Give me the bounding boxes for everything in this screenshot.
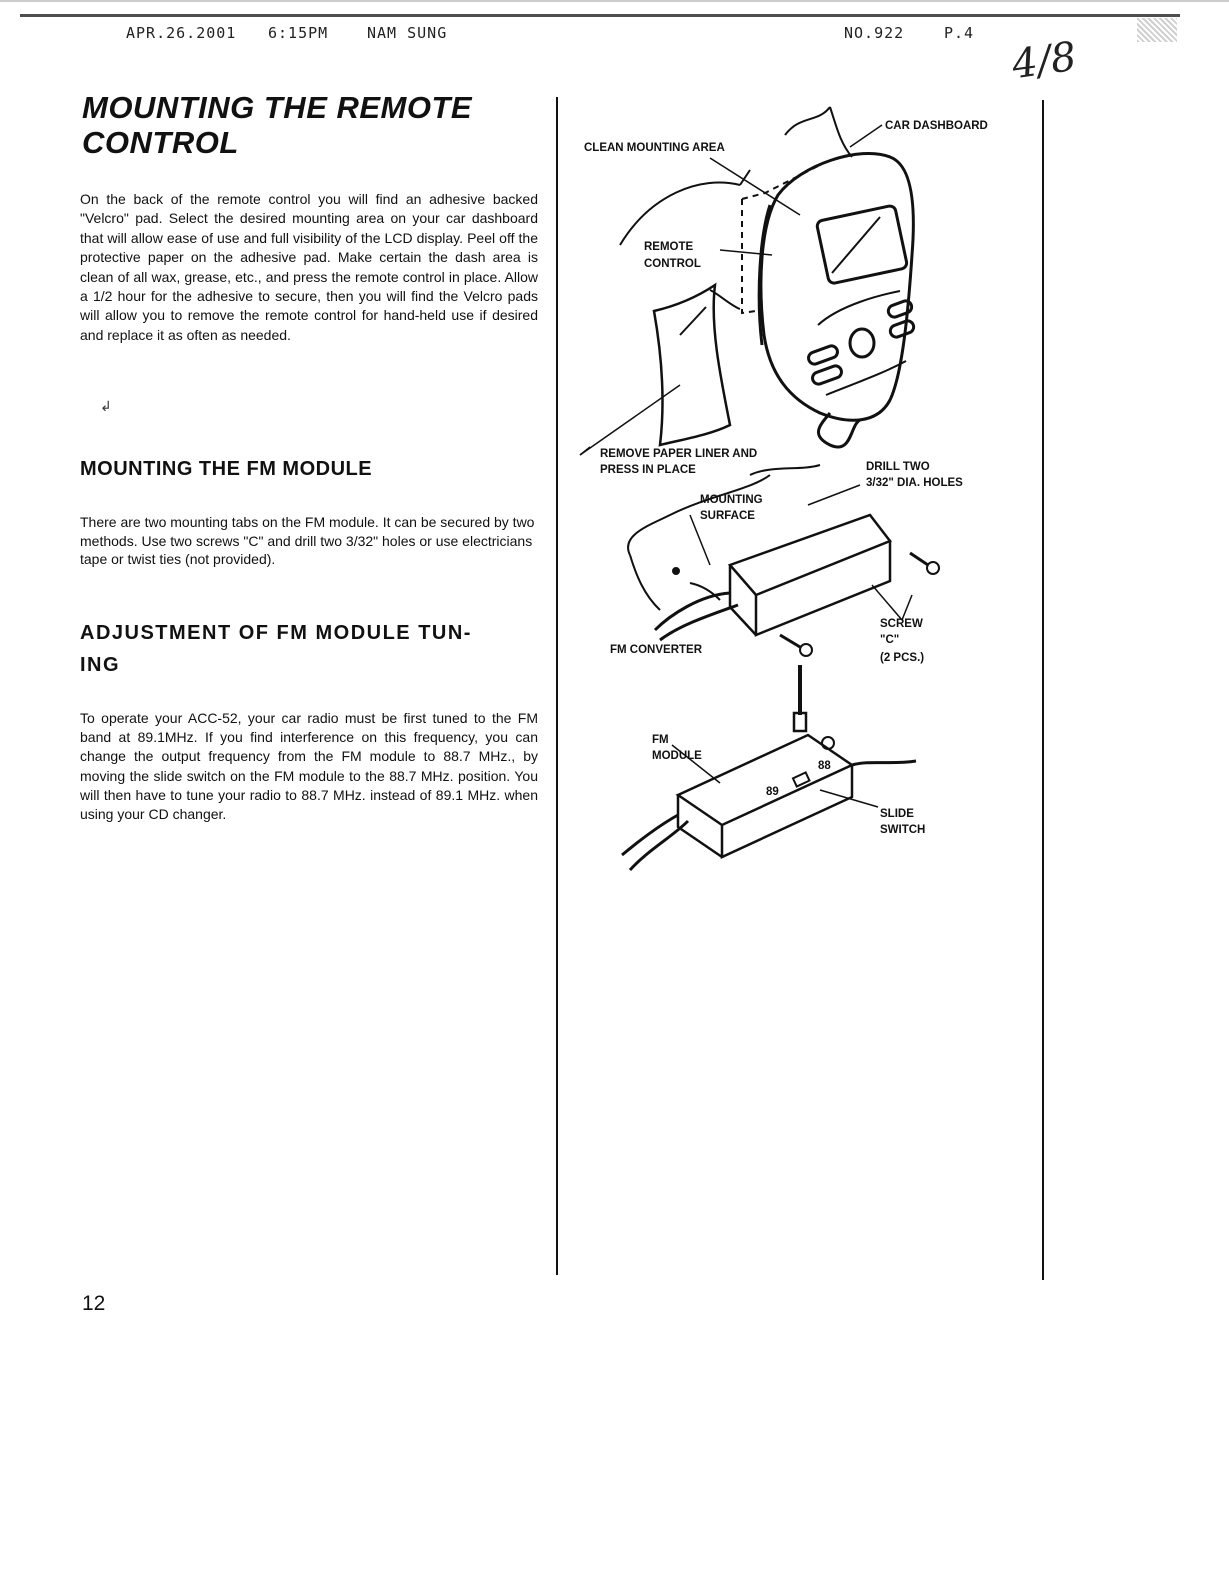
label-mounting: MOUNTING [700, 494, 763, 506]
remote-heading: MOUNTING THE REMOTE CONTROL [82, 90, 473, 160]
label-fm-converter: FM CONVERTER [610, 644, 702, 656]
fax-number: NO.922 [844, 24, 905, 42]
column-rule-left [556, 97, 558, 1275]
label-clean-mounting-area: CLEAN MOUNTING AREA [584, 142, 725, 154]
label-switch-89: 89 [766, 786, 779, 798]
tuning-heading-line1: ADJUSTMENT OF FM MODULE TUN- [80, 622, 472, 644]
label-car-dashboard: CAR DASHBOARD [885, 120, 988, 132]
fax-sender: NAM SUNG [367, 24, 448, 42]
remote-control-illustration [580, 107, 915, 455]
fm-module-illustration [622, 665, 916, 870]
fax-time: 6:15PM [268, 24, 329, 42]
label-press-in-place: PRESS IN PLACE [600, 464, 696, 476]
fm-module-body: There are two mounting tabs on the FM module. It can be secured by two methods. Use two screws "C" and drill two 3/32" holes or use electricians tape or twist ties (not provided). [80, 514, 535, 568]
label-remote: REMOTE [644, 241, 694, 253]
label-slide: SLIDE [880, 808, 914, 820]
fax-top-edge [0, 0, 1229, 2]
label-screw: SCREW [880, 618, 923, 630]
label-dia-holes: 3/32" DIA. HOLES [866, 477, 963, 489]
fax-page: P.4 [944, 24, 975, 42]
label-screw-c: "C" [880, 634, 900, 646]
label-switch-88: 88 [818, 760, 831, 772]
label-control: CONTROL [644, 258, 701, 270]
label-drill-two: DRILL TWO [866, 461, 930, 473]
installation-diagram [560, 95, 1020, 895]
stray-check-mark: ↲ [100, 398, 112, 414]
column-rule-right [1042, 100, 1044, 1280]
tuning-heading-line2: ING [80, 654, 121, 676]
fax-date: APR.26.2001 [126, 24, 237, 42]
fax-header-rule [20, 14, 1180, 17]
remote-body: On the back of the remote control you will find an adhesive backed "Velcro" pad. Select the desired mounting area on your car dashboard that will allow ease of use and full visibility of the LCD display. Peel off the protective paper on the adhesive pad. Make certain the dash area is clean of all wax, grease, etc., and press the remote control in place. Allow a 1/2 hour for the adhesive to secure, then you will find the Velcro pads will allow you to remove the remote control for hand-held use if desired and replace it as often as needed. [80, 191, 538, 343]
label-module: MODULE [652, 750, 702, 762]
label-remove-liner: REMOVE PAPER LINER AND [600, 448, 758, 460]
label-switch: SWITCH [880, 824, 926, 836]
fax-noise-mark [1137, 18, 1177, 42]
tuning-body: To operate your ACC-52, your car radio must be first tuned to the FM band at 89.1MHz. If you find interference on this frequency, you can change the output frequency from the FM module to 88.7 MHz., by moving the slide switch on the FM module to the 88.7 MHz. position. You will then have to tune your radio to 88.7 MHz. instead of 89.1 MHz. when using your CD changer. [80, 710, 538, 823]
handwritten-page-note: 4/8 [1009, 33, 1080, 89]
label-fm: FM [652, 734, 669, 746]
label-screw-count: (2 PCS.) [880, 652, 925, 664]
fm-module-heading: MOUNTING THE FM MODULE [80, 458, 373, 480]
label-surface: SURFACE [700, 510, 755, 522]
page-number: 12 [82, 1292, 106, 1315]
